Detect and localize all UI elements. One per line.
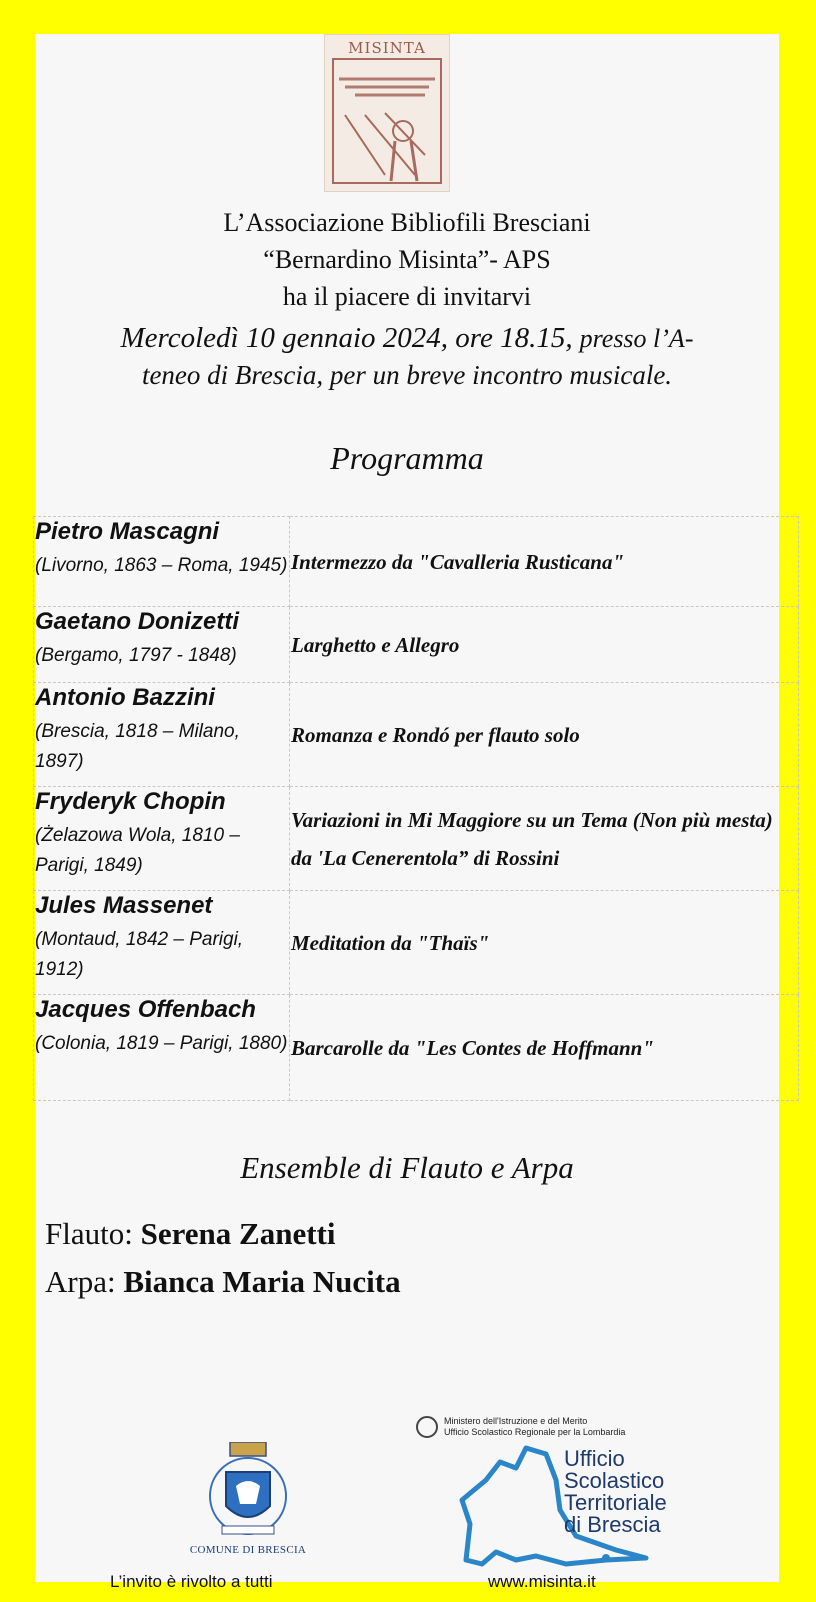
piece-title: Larghetto e Allegro xyxy=(290,607,799,683)
flute-name: Serena Zanetti xyxy=(140,1216,336,1251)
ust-line-3: Territoriale xyxy=(564,1490,667,1515)
program-row xyxy=(34,683,799,787)
ministry-line-1: Ministero dell'Istruzione e del Merito xyxy=(444,1416,588,1426)
composer-dates: (Montaud, 1842 – Parigi, 1912) xyxy=(35,929,244,980)
composer-name: Antonio Bazzini xyxy=(35,684,215,711)
harp-performer xyxy=(45,1264,401,1300)
footer-website-link[interactable]: www.misinta.it xyxy=(488,1572,596,1591)
program-row xyxy=(34,995,799,1101)
composer-dates: (Brescia, 1818 – Milano, 1897) xyxy=(35,721,240,772)
ministry-line-2: Ufficio Scolastico Regionale per la Lombardia xyxy=(444,1427,626,1437)
composer-cell xyxy=(34,607,290,683)
composer-name: Gaetano Donizetti xyxy=(35,608,240,635)
event-datetime xyxy=(35,320,779,394)
comune-brescia-emblem xyxy=(196,1442,300,1540)
flute-label: Flauto: xyxy=(45,1216,133,1251)
ust-line-2: Scolastico xyxy=(564,1468,665,1493)
harp-name: Bianca Maria Nucita xyxy=(123,1264,401,1299)
composer-dates: (Colonia, 1819 – Parigi, 1880) xyxy=(35,1033,288,1054)
piece-title: Variazioni in Mi Maggiore su un Tema (Non più mesta) da 'La Cenerentola” di Rossini xyxy=(290,787,799,891)
woodcut-illustration xyxy=(325,35,449,191)
program-title: Programma xyxy=(330,440,484,476)
composer-cell xyxy=(34,891,290,995)
program-row xyxy=(34,517,799,607)
program-table xyxy=(33,516,799,1101)
program-row xyxy=(34,607,799,683)
composer-name: Jules Massenet xyxy=(35,892,213,919)
ust-line-1: Ufficio xyxy=(564,1446,625,1471)
composer-dates: (Żelazowa Wola, 1810 – Parigi, 1849) xyxy=(35,825,240,876)
event-presso: presso l’A- xyxy=(579,324,694,353)
footer-invite-note: L’invito è rivolto a tutti xyxy=(110,1572,273,1591)
ust-line-4: di Brescia xyxy=(564,1512,661,1537)
piece-title: Intermezzo da "Cavalleria Rusticana" xyxy=(290,517,799,607)
composer-dates: (Bergamo, 1797 - 1848) xyxy=(35,645,237,666)
intro-line-3: ha il piacere di invitarvi xyxy=(282,282,532,311)
intro-line-1: L’Associazione Bibliofili Bresciani xyxy=(223,208,591,237)
event-date: Mercoledì 10 gennaio 2024, ore 18.15, xyxy=(120,322,573,354)
event-venue: teneo di Brescia, per un breve incontro musicale. xyxy=(141,360,673,390)
logo-wordmark: MISINTA xyxy=(348,39,426,57)
composer-dates: (Livorno, 1863 – Roma, 1945) xyxy=(35,555,288,576)
composer-name: Jacques Offenbach xyxy=(35,996,256,1023)
composer-cell xyxy=(34,995,290,1101)
comune-label: COMUNE DI BRESCIA xyxy=(189,1544,307,1556)
intro-block xyxy=(35,204,779,315)
misinta-logo xyxy=(324,34,450,192)
composer-cell xyxy=(34,683,290,787)
composer-cell xyxy=(34,517,290,607)
ust-brescia-logo-text xyxy=(564,1448,667,1536)
harp-label: Arpa: xyxy=(45,1264,116,1299)
composer-name: Pietro Mascagni xyxy=(35,518,220,545)
republic-seal-icon xyxy=(416,1416,438,1438)
flute-performer xyxy=(45,1216,335,1252)
composer-cell xyxy=(34,787,290,891)
program-row xyxy=(34,891,799,995)
piece-title: Meditation da "Thaïs" xyxy=(290,891,799,995)
ensemble-title: Ensemble di Flauto e Arpa xyxy=(240,1150,574,1185)
composer-name: Fryderyk Chopin xyxy=(35,788,226,815)
piece-title: Romanza e Rondó per flauto solo xyxy=(290,683,799,787)
program-row xyxy=(34,787,799,891)
piece-title: Barcarolle da "Les Contes de Hoffmann" xyxy=(290,995,799,1101)
intro-line-2: “Bernardino Misinta”- APS xyxy=(263,245,551,274)
